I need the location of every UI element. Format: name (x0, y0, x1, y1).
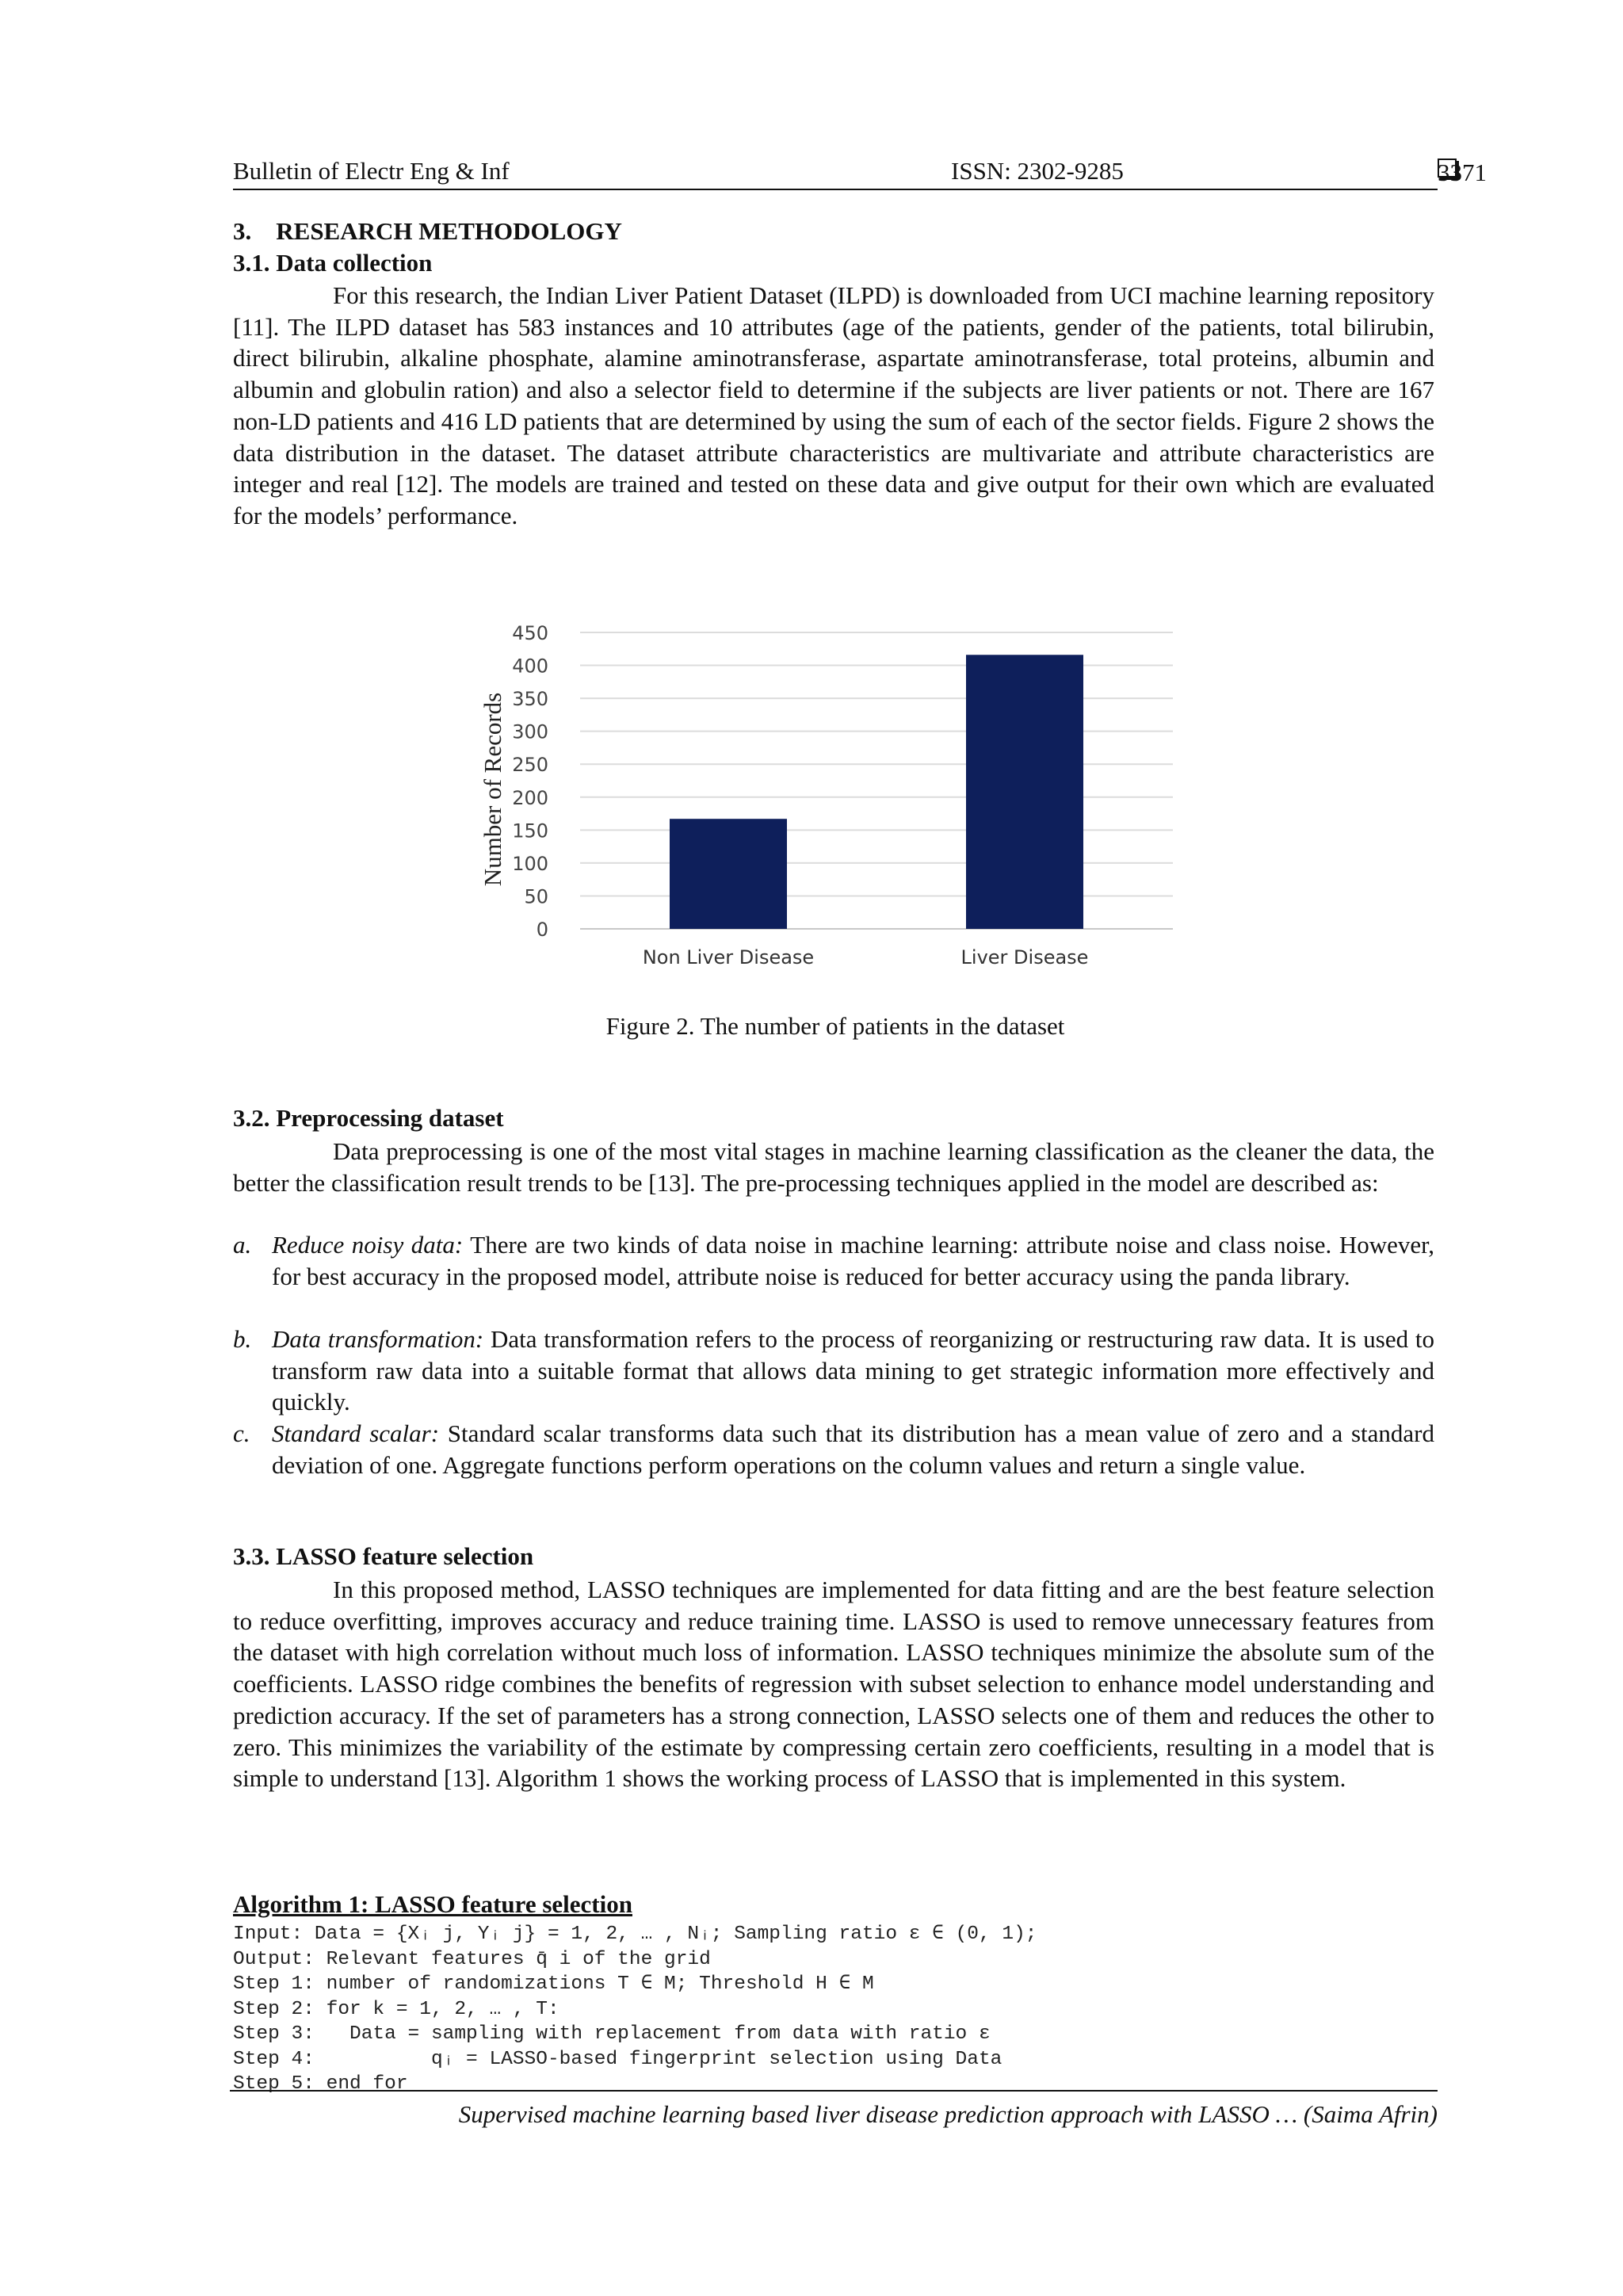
x-tick-label-liver-disease: Liver Disease (960, 946, 1089, 968)
algorithm-line-step-4: Step 4: qᵢ = LASSO-based fingerprint selection using Data (233, 2048, 1002, 2070)
chart-y-axis-label: Number of Records (479, 692, 506, 887)
algorithm-line-step-5: Step 5: end for (233, 2073, 408, 2095)
chart-bars (670, 655, 1083, 929)
section-3-2-paragraph (233, 1136, 1434, 1198)
y-tick-label-300: 300 (512, 720, 548, 743)
algorithm-line-step-2: Step 2: for k = 1, 2, … , T: (233, 1998, 559, 2020)
section-3-1-heading: 3.1. Data collection (233, 249, 433, 277)
list-marker: a. (233, 1231, 252, 1259)
list-term: Reduce noisy data: (272, 1231, 464, 1259)
section-3-2-text: Data preprocessing is one of the most vital stages in machine learning classification as the cleaner the data, the better the classification result trends to be [13]. The pre-processing techniques applied in the model are described as: (233, 1137, 1434, 1197)
y-tick-label-200: 200 (512, 786, 548, 809)
chart-y-ticks (512, 622, 548, 941)
section-3-heading: 3. RESEARCH METHODOLOGY (233, 217, 622, 245)
list-item-data-transformation (233, 1324, 1434, 1418)
y-tick-label-400: 400 (512, 655, 548, 678)
section-3-2-heading: 3.2. Preprocessing dataset (233, 1104, 504, 1132)
section-3-3-text: In this proposed method, LASSO techniques are implemented for data fitting and are the best feature selection to reduce overfitting, improves accuracy and reduce training time. LASSO is used to remove unnecessary features from the dataset with high correlation without much loss of information. LASSO techniques minimize the absolute sum of the coefficients. LASSO ridge combines the benefits of regression with subset selection to enhance model understanding and prediction accuracy. If the set of parameters has a strong connection, LASSO selects one of them and reduces the other to zero. This minimizes the variability of the estimate by compressing certain zero coefficients, resulting in a model that is simple to understand [13]. Algorithm 1 shows the working process of LASSO that is implemented in this system. (233, 1576, 1434, 1793)
x-tick-label-non-liver-disease: Non Liver Disease (642, 946, 815, 968)
list-text: Data transformation refers to the process of reorganizing or restructuring raw data. It is used to transform raw data into a suitable format that allows data mining to get strategic information more effectively and quickly. (272, 1325, 1434, 1416)
running-header (233, 155, 1487, 190)
y-tick-label-350: 350 (512, 688, 548, 711)
list-marker: b. (233, 1325, 252, 1353)
patient-distribution-chart (460, 610, 1189, 991)
running-footer: Supervised machine learning based liver disease prediction approach with LASSO … (Saima Afrin) (458, 2100, 1438, 2128)
list-item-reduce-noisy-data (233, 1229, 1434, 1292)
footer-rule (230, 2090, 1438, 2092)
algorithm-line-output: Output: Relevant features q̄ i of the grid (233, 1948, 711, 1970)
y-tick-label-250: 250 (512, 754, 548, 777)
section-3-3-heading: 3.3. LASSO feature selection (233, 1542, 534, 1570)
list-item-standard-scalar (233, 1418, 1434, 1480)
bar-liver-disease (966, 655, 1083, 929)
bar-non-liver-disease (670, 819, 787, 929)
section-3-1-text: For this research, the Indian Liver Patient Dataset (ILPD) is downloaded from UCI machine learning repository [11]. The ILPD dataset has 583 instances and 10 attributes (age of the patients, gender of the patients, total bilirubin, direct bilirubin, alkaline phosphate, alamine aminotransferase, aspartate aminotransferase, total proteins, albumin and albumin and globulin ration) and also a selector field to determine if the subjects are liver patients or not. There are 167 non-LD patients and 416 LD patients that are determined by using the sum of each of the sector fields. Figure 2 shows the data distribution in the dataset. The dataset attribute characteristics are multivariate and attribute characteristics are integer and real [12]. The models are trained and tested on these data and give output for their own which are evaluated for the models’ performance. (233, 281, 1434, 529)
algorithm-line-step-1: Step 1: number of randomizations T ∈ M; Threshold H ∈ M (233, 1973, 874, 1995)
chart-gridlines (580, 632, 1173, 929)
page-number: 3371 (1438, 159, 1487, 186)
algorithm-1-title: Algorithm 1: LASSO feature selection (233, 1890, 632, 1918)
list-term: Data transformation: (272, 1325, 484, 1353)
section-3-3-paragraph (233, 1574, 1434, 1794)
figure-2-caption: Figure 2. The number of patients in the dataset (605, 1012, 1065, 1040)
journal-name: Bulletin of Electr Eng & Inf (233, 157, 510, 185)
y-tick-label-150: 150 (512, 819, 548, 842)
algorithm-1-body (233, 1922, 1037, 2097)
y-tick-label-100: 100 (512, 852, 548, 875)
y-tick-label-450: 450 (512, 622, 548, 644)
section-3-1-paragraph (233, 280, 1434, 532)
list-text: Standard scalar transforms data such that its distribution has a mean value of zero and a standard deviation of one. Aggregate functions perform operations on the column values and return a single value. (272, 1419, 1434, 1479)
list-marker: c. (233, 1419, 250, 1447)
list-term: Standard scalar: (272, 1419, 440, 1447)
issn: ISSN: 2302-9285 (951, 157, 1124, 185)
y-tick-label-50: 50 (524, 885, 548, 908)
algorithm-line-step-3: Step 3: Data = sampling with replacement from data with ratio ε (233, 2023, 991, 2045)
chart-x-ticks (643, 946, 1089, 968)
list-text: There are two kinds of data noise in machine learning: attribute noise and class noise. However, for best accuracy in the proposed model, attribute noise is reduced for better accuracy using the panda library. (272, 1231, 1434, 1290)
y-tick-label-0: 0 (536, 919, 548, 941)
algorithm-line-input: Input: Data = {Xᵢ j, Yᵢ j} = 1, 2, … , Nᵢ; Sampling ratio ε ∈ (0, 1); (233, 1924, 1037, 1945)
